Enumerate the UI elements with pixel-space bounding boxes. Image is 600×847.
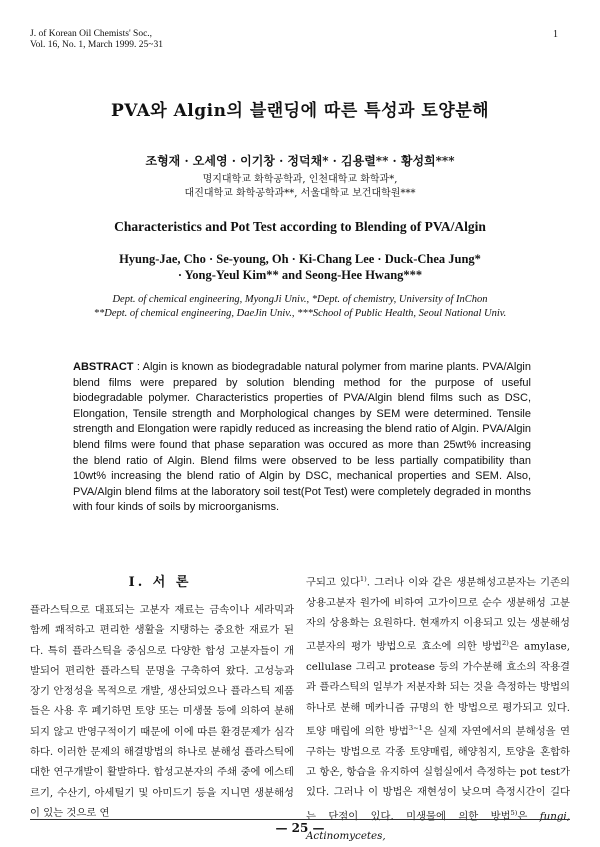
body-right-text-italic: fungi, Actinomycetes, xyxy=(306,809,570,843)
body-left-text: 플라스틱으로 대표되는 고분자 재료는 금속이나 세라믹과 함께 쾌적하고 편리한 생활을 지탱하는 중요한 재료가 된다. 특히 플라스틱을 중심으로 다양한 합성 고분자들이 개발되어 편리한 플라스틱 문명을 구축하여 왔다. 고성능과 장기 안정성을 목적으로 개발, 생산되었으나 플라스틱 제품들은 사용 후 폐기하면 토양 또는 미생물 등에 의하여 분해되지 않고 반영구적이기 때문에 이에 따른 환경문제가 심각하다. 이러한 문제의 해결방법의 하나로 분해성 플라스틱에 대한 연구개발이 활발하다. 합성고분자의 주쇄 중에 에스테르기, 수산기, 아세틸기 및 아미드기 등을 지니면 생분해성이 있는 것으로 연 xyxy=(30,604,294,819)
body-column-left xyxy=(30,600,294,823)
abstract-text: : Algin is known as biodegradable natural polymer from marine plants. PVA/Algin blend films were prepared by solution blending method for the purpose of useful biodegradable polymer. Characteristics properties of PVA/Algin blend films such as DSC, Elongation, Tensile strength and Morphological changes by SEM were determined. Tensile strength and Elongation were rapidly reduced as increasing the blend ratio of Algin. PVA/Algin blend films were found that phase separation was occured as more than 25wt% increasing the blend ratio of Algin. Blend films were observed to be less partially compatibility than 10wt% increasing the blend ratio of Algin by DSC, mechanical properties and SEM. Also, PVA/Algin blend films at the laboratory soil test(Pot Test) were completely degraded in months with four kinds of soils by microorganisms. xyxy=(73,361,531,514)
affiliation-korean-1: 명지대학교 화학공학과, 인천대학교 화학과*, xyxy=(202,174,398,185)
citation-ref-1: 1) xyxy=(359,575,367,583)
authors-korean: 조형재 · 오세영 · 이기창 · 정덕채* · 김용렬** · 황성희*** xyxy=(145,154,455,168)
body-right-text-5: 은 xyxy=(517,809,540,822)
authors-english-2: · Yong-Yeul Kim** and Seong-Hee Hwang*** xyxy=(177,268,423,282)
header-page-number: 1 xyxy=(553,29,558,40)
body-right-text-4: 은 실제 자연에서의 분해성을 연구하는 방법으로 각종 토양매립, 해양침지, 토양을 혼합하고 항온, 항습을 유지하여 실험실에서 측정하는 pot test가 있다. 그러나 이 방법은 재현성이 낮으며 측정시간이 길다는 단점이 있다. 미생물에 의한 방법 xyxy=(306,725,570,822)
journal-citation xyxy=(30,29,163,51)
abstract xyxy=(73,360,531,516)
section-heading-introduction: I. 서 론 xyxy=(128,575,192,590)
citation-ref-2: 2) xyxy=(501,639,509,648)
affiliation-korean-2: 대진대학교 화학공학과**, 서울대학교 보건대학원*** xyxy=(184,188,416,199)
title-english: Characteristics and Pot Test according to Blending of PVA/Algin xyxy=(114,219,486,234)
citation-ref-3: 3~1 xyxy=(408,723,423,732)
abstract-label: ABSTRACT xyxy=(73,361,134,373)
footer-page-number: — 25 — xyxy=(275,821,325,835)
affiliation-english-1: Dept. of chemical engineering, MyongJi Univ., *Dept. of chemistry, University of InChon xyxy=(112,294,488,305)
journal-line-2: Vol. 16, No. 1, March 1999. 25~31 xyxy=(30,40,163,50)
authors-english-1: Hyung-Jae, Cho · Se-young, Oh · Ki-Chang Lee · Duck-Chea Jung* xyxy=(119,252,481,266)
body-right-text-2: . 그러나 이와 같은 생분해성고분자는 기존의 상용고분자 원가에 비하여 고가이므로 순수 생분해성 고분자의 상용화는 요원하다. 현재까지 이용되고 있는 생분해성 고분자의 평가 방법으로 효소에 의한 방법 xyxy=(306,576,570,653)
body-right-text-3: 은 amylase, cellulase 그리고 protease 등의 가수분해 효소의 작용결과 플라스틱의 일부가 저분자화 되는 것을 측정하는 방법의 하나로 분해 메카니즘 규명의 한 방법으로 평가되고 있다. 토양 매립에 의한 방법 xyxy=(306,640,570,738)
body-right-text-1: 구되고 있다 xyxy=(306,576,360,589)
footer-rule xyxy=(30,819,570,820)
title-korean: PVA와 Algin의 블랜딩에 따른 특성과 토양분해 xyxy=(110,101,490,121)
citation-ref-4: 5) xyxy=(510,808,518,817)
body-column-right xyxy=(306,569,570,847)
affiliation-english-2: **Dept. of chemical engineering, DaeJin Univ., ***School of Public Health, Seoul National Univ. xyxy=(93,308,507,319)
journal-line-1: J. of Korean Oil Chemists' Soc., xyxy=(30,29,153,39)
